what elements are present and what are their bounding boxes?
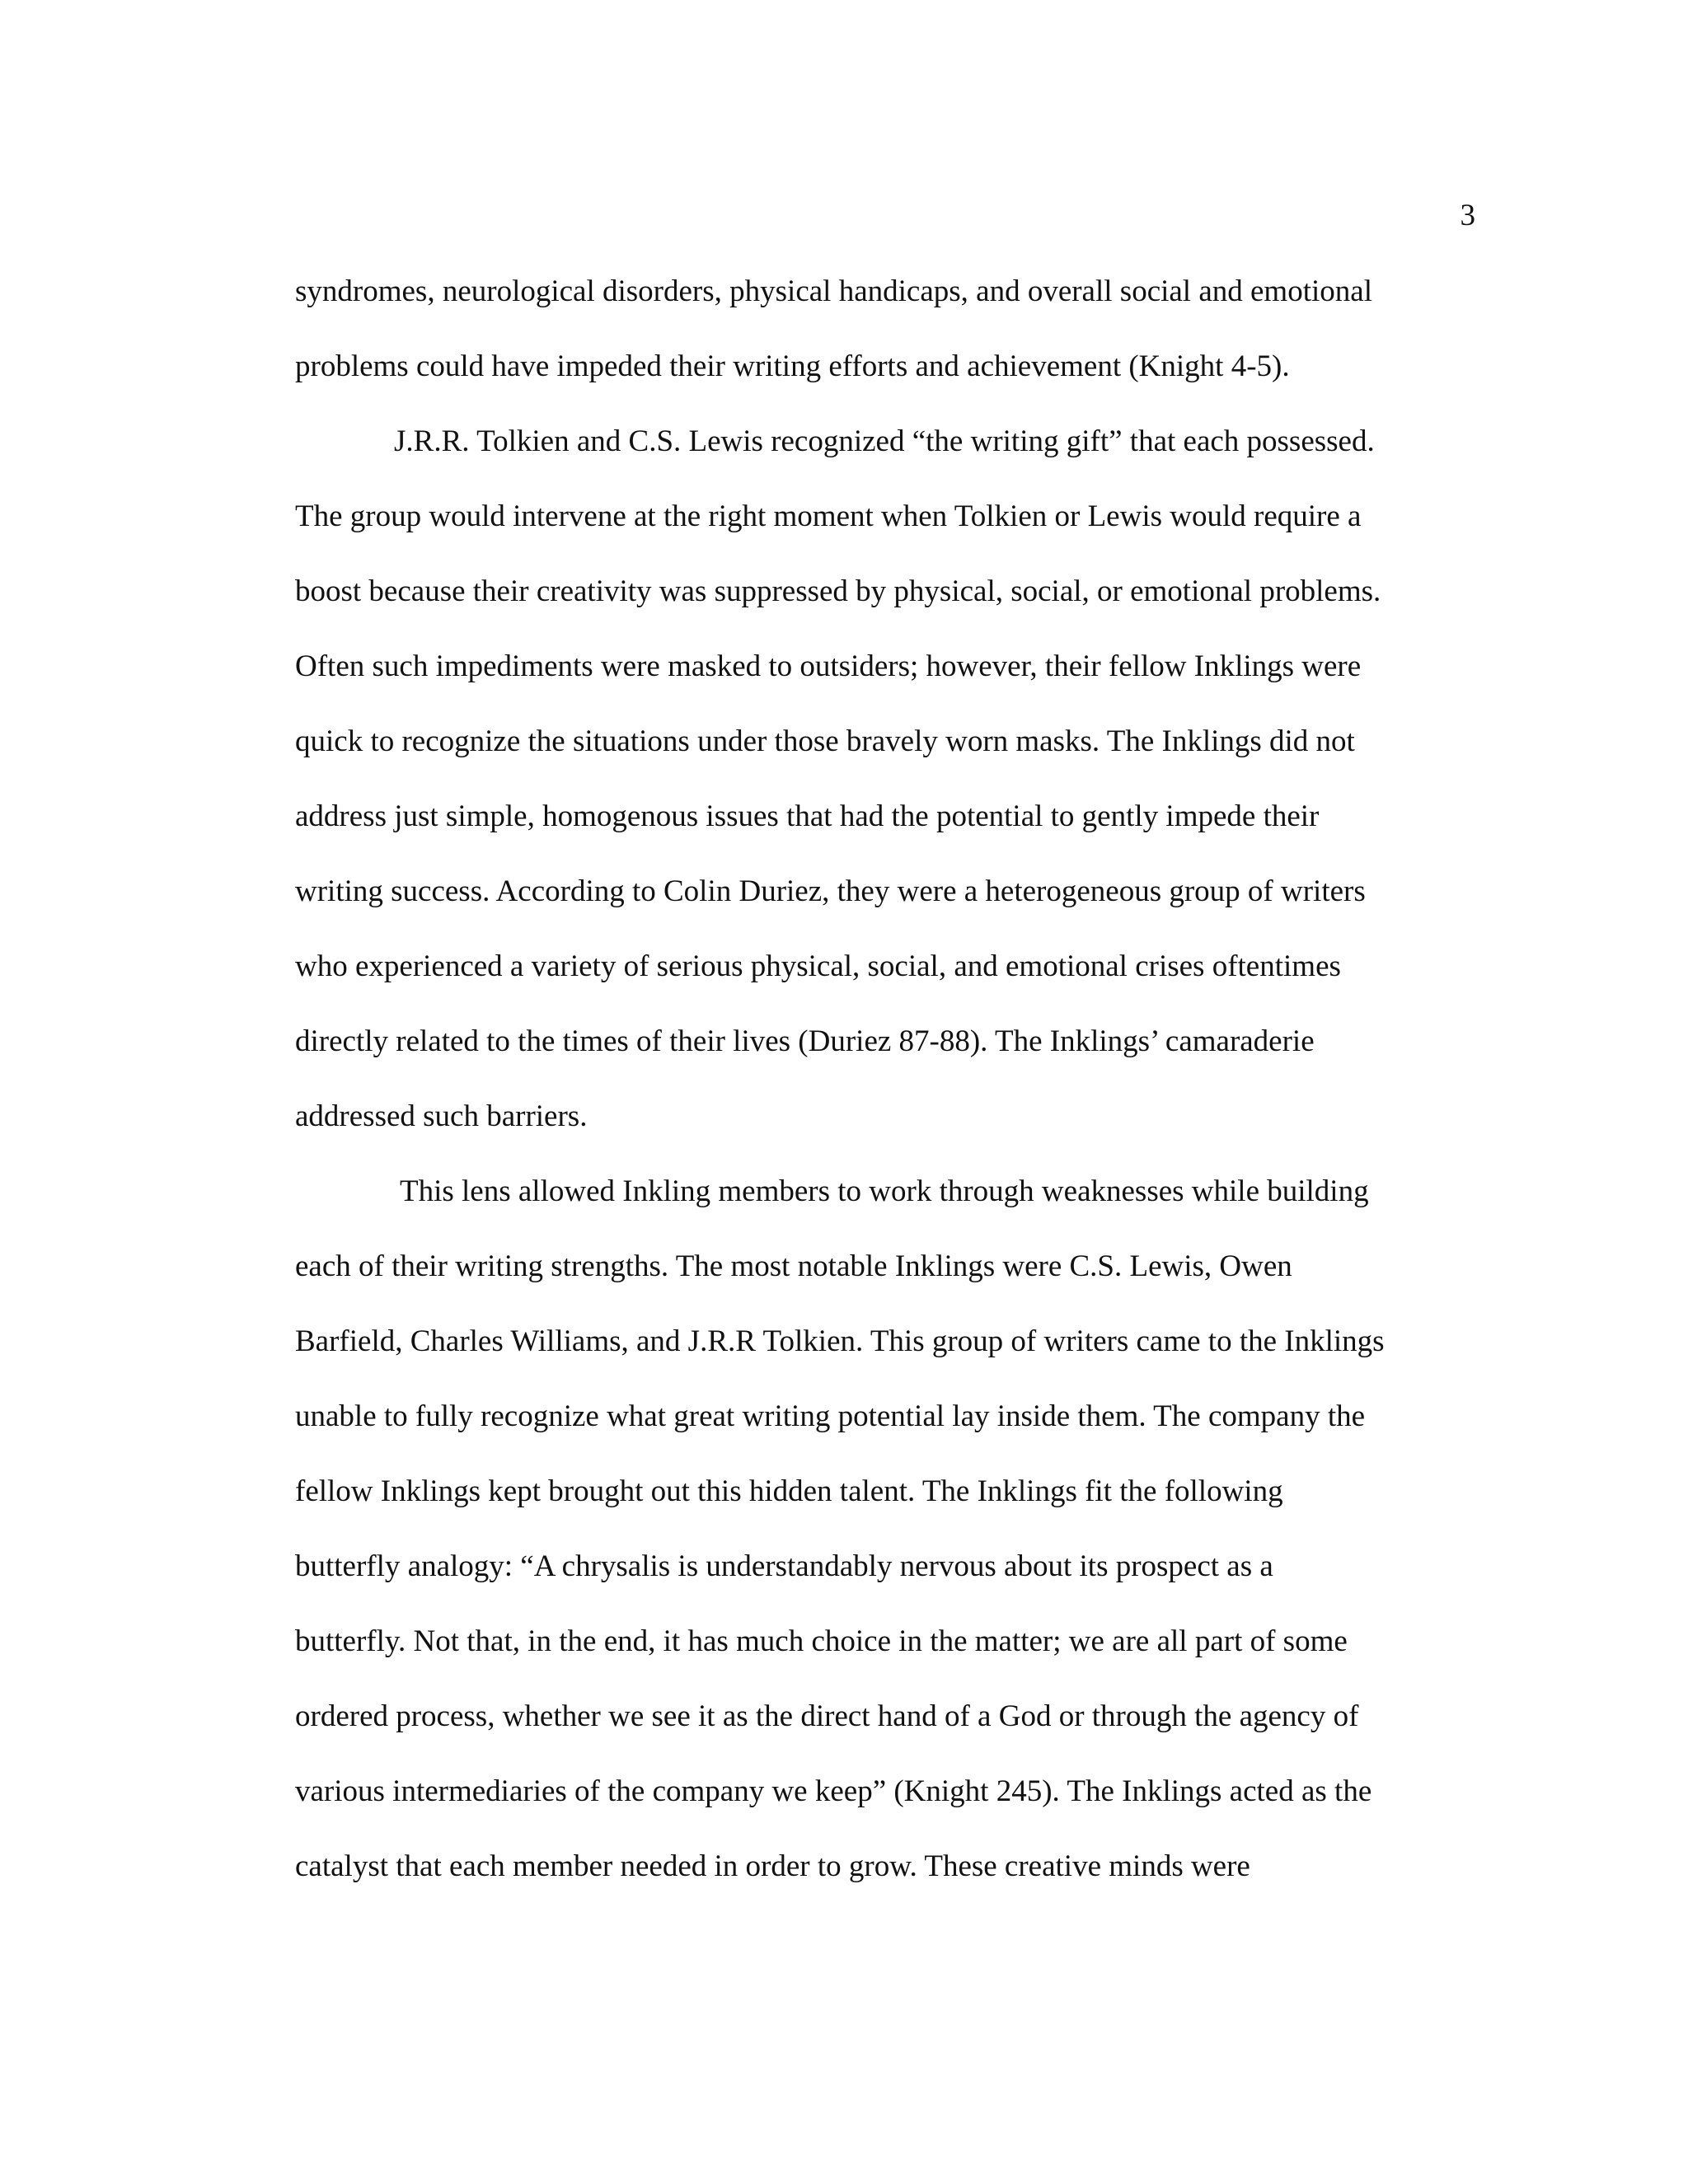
text-line: boost because their creativity was suppressed by physical, social, or emotional problems. <box>295 574 1381 608</box>
text-line: butterfly. Not that, in the end, it has much choice in the matter; we are all part of some <box>295 1624 1348 1658</box>
text-line: writing success. According to Colin Duriez, they were a heterogeneous group of writers <box>295 874 1366 908</box>
text-line: problems could have impeded their writing efforts and achievement (Knight 4-5). <box>295 349 1290 383</box>
text-line: butterfly analogy: “A chrysalis is understandably nervous about its prospect as a <box>295 1549 1273 1583</box>
text-line: ordered process, whether we see it as the direct hand of a God or through the agency of <box>295 1699 1359 1733</box>
text-line: who experienced a variety of serious physical, social, and emotional crises oftentimes <box>295 949 1341 983</box>
text-line: unable to fully recognize what great writing potential lay inside them. The company the <box>295 1399 1366 1433</box>
text-line: directly related to the times of their lives (Duriez 87-88). The Inklings’ camaraderie <box>295 1024 1315 1058</box>
text-line: quick to recognize the situations under those bravely worn masks. The Inklings did not <box>295 724 1355 758</box>
text-line: Often such impediments were masked to outsiders; however, their fellow Inklings were <box>295 649 1362 683</box>
text-line: address just simple, homogenous issues that had the potential to gently impede their <box>295 799 1320 833</box>
text-line: Barfield, Charles Williams, and J.R.R Tolkien. This group of writers came to the Inklings <box>295 1324 1385 1358</box>
paragraph-first-line: This lens allowed Inkling members to work through weaknesses while building <box>400 1174 1369 1208</box>
page-number: 3 <box>1460 199 1475 232</box>
text-line: The group would intervene at the right moment when Tolkien or Lewis would require a <box>295 499 1362 533</box>
text-line: addressed such barriers. <box>295 1099 588 1133</box>
paragraph-first-line: J.R.R. Tolkien and C.S. Lewis recognized “the writing gift” that each possessed. <box>394 424 1375 458</box>
text-line: fellow Inklings kept brought out this hidden talent. The Inklings fit the following <box>295 1474 1283 1508</box>
text-line: syndromes, neurological disorders, physical handicaps, and overall social and emotional <box>295 274 1372 308</box>
text-line: various intermediaries of the company we keep” (Knight 245). The Inklings acted as the <box>295 1774 1372 1808</box>
text-line: catalyst that each member needed in order to grow. These creative minds were <box>295 1849 1250 1883</box>
text-line: each of their writing strengths. The most notable Inklings were C.S. Lewis, Owen <box>295 1249 1292 1283</box>
